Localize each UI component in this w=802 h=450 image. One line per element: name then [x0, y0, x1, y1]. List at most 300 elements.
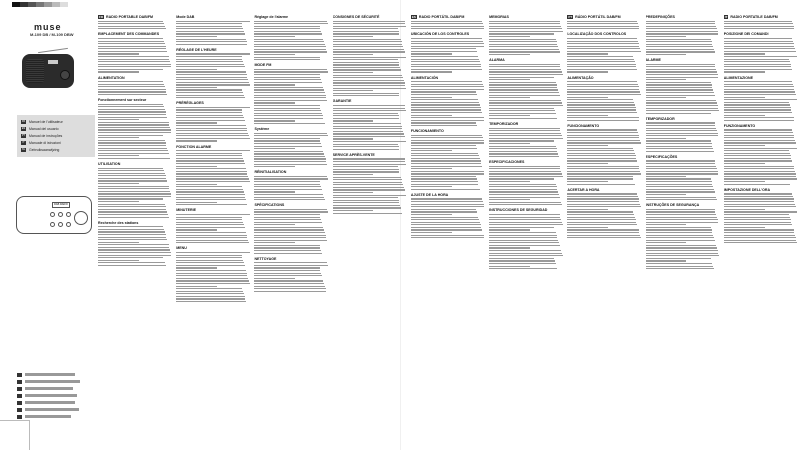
text-line	[724, 173, 796, 174]
text-line	[176, 270, 246, 271]
text-line	[176, 240, 248, 241]
text-line	[411, 173, 484, 174]
text-line	[411, 97, 452, 98]
text-line	[333, 197, 398, 198]
text-column	[333, 12, 407, 437]
text-line	[411, 184, 479, 185]
text-line	[489, 130, 560, 131]
text-line	[646, 113, 711, 114]
text-line	[98, 127, 170, 128]
section-heading	[254, 63, 328, 67]
text-line	[646, 133, 718, 134]
text-line	[333, 95, 400, 96]
text-line	[98, 257, 163, 258]
text-line	[567, 28, 639, 29]
text-column	[98, 12, 172, 437]
section-heading	[646, 203, 720, 207]
text-line	[489, 199, 530, 200]
section-heading-text: UTILISATION	[98, 162, 121, 167]
text-line	[333, 138, 374, 139]
text-line	[254, 209, 327, 210]
text-line	[333, 110, 406, 111]
text-line	[254, 77, 320, 78]
text-line	[489, 84, 557, 85]
text-line	[254, 262, 327, 263]
text-line	[176, 173, 247, 174]
text-line	[724, 86, 794, 87]
section-heading	[176, 101, 250, 105]
text-line	[567, 148, 633, 149]
text-line	[176, 84, 249, 85]
section-heading-text: ALIMENTATION	[98, 75, 125, 80]
text-line	[411, 142, 484, 143]
text-line	[724, 229, 794, 230]
text-line	[724, 142, 796, 143]
text-line	[411, 43, 484, 44]
text-line	[254, 23, 327, 24]
text-line	[489, 235, 557, 236]
text-line	[333, 202, 400, 203]
text-line	[98, 89, 166, 90]
text-line	[98, 206, 166, 207]
text-line	[176, 191, 244, 192]
text-line	[333, 149, 400, 150]
section-heading-text: NETTOYAGE	[254, 256, 277, 261]
section-heading	[98, 162, 172, 166]
text-line	[724, 97, 765, 98]
text-line	[489, 222, 562, 223]
text-line	[489, 82, 556, 83]
text-line	[646, 171, 718, 172]
text-line	[411, 189, 480, 190]
text-line	[176, 288, 242, 289]
section-heading-text: MEMORIAS	[489, 15, 509, 19]
text-line	[489, 113, 556, 114]
text-line	[176, 28, 243, 29]
text-line	[333, 200, 399, 201]
text-line	[98, 183, 139, 184]
text-line	[254, 36, 295, 37]
text-line	[567, 158, 636, 159]
text-line	[176, 278, 248, 279]
language-item: NL Gebruiksaanwijzing	[21, 147, 60, 152]
section-heading	[724, 124, 798, 128]
section-heading-text: MODE FM	[254, 63, 272, 68]
text-line	[646, 71, 717, 72]
text-line	[98, 153, 169, 154]
text-line	[411, 227, 482, 228]
text-line	[254, 95, 325, 96]
text-line	[254, 158, 325, 159]
text-line	[176, 79, 248, 80]
text-line	[333, 23, 406, 24]
text-line	[724, 196, 793, 197]
text-line	[98, 117, 167, 118]
text-line	[98, 28, 166, 29]
section-heading-text: AJUSTE DE LA HORA	[410, 192, 449, 197]
text-line	[333, 39, 401, 40]
text-line	[98, 175, 166, 176]
text-line	[333, 158, 405, 159]
section-heading-text: RÁDIO PORTÁTIL DAB/FM	[575, 15, 621, 19]
text-line	[176, 189, 243, 190]
text-line	[724, 84, 793, 85]
text-line	[724, 198, 794, 199]
section-heading-text: GARANTIE	[332, 99, 352, 104]
text-line	[646, 181, 712, 182]
text-line	[176, 87, 217, 88]
text-line	[333, 36, 374, 37]
text-line	[646, 135, 719, 136]
text-line	[98, 48, 166, 49]
text-line	[489, 74, 562, 75]
text-line	[176, 242, 249, 243]
text-line	[724, 48, 795, 49]
text-line	[254, 166, 295, 167]
text-line	[176, 53, 249, 54]
text-line	[98, 86, 165, 87]
text-line	[254, 110, 321, 111]
text-line	[254, 227, 323, 228]
text-line	[333, 62, 399, 63]
text-line	[98, 109, 165, 110]
text-line	[176, 92, 243, 93]
text-line	[724, 115, 765, 116]
section-heading	[333, 15, 407, 19]
section-heading-text: Fonctionnement sur secteur	[98, 98, 147, 103]
text-line	[176, 176, 248, 177]
text-line	[254, 59, 320, 60]
text-line	[489, 133, 561, 134]
section-heading	[411, 76, 485, 80]
section-heading-text: ESPECIFICAÇÕES	[645, 154, 678, 159]
text-line	[411, 166, 482, 167]
text-line	[724, 176, 797, 177]
text-line	[333, 59, 398, 60]
text-line	[567, 173, 640, 174]
section-heading	[98, 76, 172, 80]
text-line	[411, 91, 476, 92]
text-line	[333, 174, 374, 175]
text-line	[724, 64, 791, 65]
text-line	[646, 194, 687, 195]
text-line	[176, 163, 244, 164]
text-line	[724, 206, 796, 207]
text-line	[411, 135, 482, 136]
text-line	[333, 54, 374, 55]
text-line	[411, 217, 479, 218]
text-line	[646, 95, 715, 96]
text-line	[98, 61, 170, 62]
text-line	[333, 28, 398, 29]
text-line	[176, 44, 247, 45]
text-line	[646, 263, 713, 264]
text-line	[411, 26, 484, 27]
text-line	[646, 41, 712, 42]
text-line	[567, 178, 633, 179]
text-line	[489, 87, 557, 88]
section-heading	[724, 15, 798, 19]
text-line	[567, 224, 637, 225]
text-line	[176, 107, 249, 108]
section-heading	[98, 32, 172, 36]
section-heading-text: SERVICE APRÈS-VENTE	[332, 152, 375, 157]
text-line	[646, 268, 714, 269]
text-line	[254, 49, 326, 50]
text-line	[567, 21, 637, 22]
text-line	[411, 198, 482, 199]
text-line	[254, 242, 295, 243]
text-line	[98, 111, 166, 112]
text-line	[176, 61, 243, 62]
text-line	[567, 176, 632, 177]
text-line	[724, 81, 792, 82]
text-column	[567, 12, 641, 437]
text-line	[489, 173, 562, 174]
language-flag: ES	[411, 15, 416, 19]
text-line	[176, 128, 247, 129]
text-line	[254, 161, 326, 162]
text-line	[254, 97, 326, 98]
text-line	[254, 21, 327, 22]
text-line	[567, 102, 634, 103]
section-heading-text: TEMPORIZADOR	[489, 122, 519, 127]
text-line	[411, 229, 482, 230]
text-line	[724, 21, 792, 22]
text-line	[176, 204, 247, 205]
text-line	[724, 41, 793, 42]
text-line	[411, 109, 482, 110]
text-line	[176, 133, 248, 134]
text-line	[567, 56, 633, 57]
text-line	[724, 222, 792, 223]
text-line	[567, 109, 636, 110]
section-heading	[333, 153, 407, 157]
text-line	[489, 204, 562, 205]
text-line	[646, 229, 712, 230]
text-line	[567, 163, 608, 164]
text-line	[411, 69, 482, 70]
text-line	[254, 118, 323, 119]
text-line	[724, 166, 794, 167]
text-line	[646, 191, 715, 192]
text-line	[254, 245, 319, 246]
section-heading-text: EMPLACEMENT DES COMMANDES	[98, 32, 160, 37]
text-line	[724, 160, 792, 161]
text-line	[333, 207, 401, 208]
text-line	[646, 224, 687, 225]
text-line	[724, 227, 765, 228]
text-line	[176, 275, 247, 276]
text-line	[176, 117, 244, 118]
section-heading	[567, 76, 641, 80]
text-line	[646, 77, 719, 78]
section-heading	[411, 129, 485, 133]
text-line	[254, 100, 327, 101]
text-line	[333, 126, 402, 127]
text-line	[646, 197, 717, 198]
section-heading	[489, 15, 563, 19]
text-line	[724, 135, 794, 136]
text-line	[98, 142, 166, 143]
text-line	[646, 168, 717, 169]
text-line	[254, 79, 321, 80]
text-line	[724, 69, 792, 70]
section-heading	[646, 15, 720, 19]
section-heading-text: CONSIGNES DE SÉCURITÉ	[332, 15, 380, 19]
text-line	[333, 85, 406, 86]
text-line	[646, 97, 687, 98]
text-line	[333, 80, 404, 81]
text-line	[98, 252, 171, 253]
text-line	[176, 255, 241, 256]
text-line	[98, 234, 166, 235]
text-line	[646, 54, 687, 55]
text-line	[254, 41, 324, 42]
text-line	[567, 43, 638, 44]
text-line	[489, 135, 562, 136]
text-line	[567, 160, 637, 161]
text-line	[724, 235, 795, 236]
text-line	[567, 91, 640, 92]
text-line	[567, 135, 638, 136]
text-line	[724, 66, 792, 67]
text-line	[98, 145, 166, 146]
section-heading	[489, 160, 563, 164]
text-line	[98, 150, 168, 151]
text-line	[724, 102, 789, 103]
text-line	[176, 301, 246, 302]
text-line	[489, 64, 560, 65]
text-line	[724, 193, 792, 194]
language-flag: IT	[724, 15, 728, 19]
text-line	[176, 293, 244, 294]
text-line	[98, 262, 165, 263]
text-line	[646, 250, 718, 251]
text-line	[567, 41, 638, 42]
text-line	[567, 66, 636, 67]
text-line	[724, 112, 792, 113]
text-line	[489, 156, 559, 157]
text-line	[411, 224, 481, 225]
text-line	[567, 132, 638, 133]
language-item: IT Manuale di istruzioni	[22, 140, 61, 145]
text-line	[724, 171, 795, 172]
language-item: PT Manual de instruções	[21, 133, 63, 138]
text-line	[254, 113, 322, 114]
text-line	[411, 140, 484, 141]
text-line	[254, 71, 327, 72]
text-line	[333, 205, 401, 206]
text-line	[411, 89, 484, 90]
text-line	[98, 229, 164, 230]
text-line	[98, 119, 139, 120]
text-line	[176, 214, 249, 215]
text-line	[411, 120, 484, 121]
text-line	[98, 94, 167, 95]
text-line	[724, 56, 797, 57]
text-line	[489, 100, 561, 101]
section-heading-text: FUNCIONAMIENTO	[410, 129, 444, 134]
text-line	[333, 67, 401, 68]
text-line	[646, 49, 714, 50]
text-line	[567, 198, 638, 199]
text-line	[411, 204, 484, 205]
text-line	[567, 153, 635, 154]
text-line	[489, 217, 560, 218]
text-line	[489, 31, 562, 32]
text-line	[567, 196, 638, 197]
text-line	[254, 194, 323, 195]
section-heading-text: ALIMENTAZIONE	[723, 75, 754, 80]
text-line	[98, 231, 165, 232]
text-line	[176, 273, 247, 274]
text-line	[489, 89, 558, 90]
text-line	[646, 100, 717, 101]
section-heading	[489, 122, 563, 126]
text-line	[567, 23, 638, 24]
text-line	[411, 94, 477, 95]
text-line	[254, 280, 323, 281]
text-line	[333, 210, 374, 211]
section-heading	[489, 58, 563, 62]
text-line	[489, 21, 560, 22]
section-heading-text: Recherche des stations	[98, 220, 139, 225]
section-heading-text: RADIO PORTATILE DAB/FM	[730, 15, 778, 19]
text-line	[646, 130, 717, 131]
text-line	[254, 89, 324, 90]
antenna	[38, 48, 68, 53]
text-line	[489, 97, 530, 98]
text-line	[646, 64, 715, 65]
text-line	[646, 148, 714, 149]
text-line	[176, 194, 244, 195]
text-line	[176, 21, 249, 22]
text-line	[333, 187, 404, 188]
text-line	[646, 69, 717, 70]
text-line	[98, 129, 171, 130]
text-line	[489, 260, 555, 261]
section-heading	[567, 124, 641, 128]
text-line	[98, 64, 171, 65]
text-line	[724, 240, 797, 241]
text-line	[176, 237, 247, 238]
text-line	[411, 155, 479, 156]
text-line	[176, 158, 243, 159]
text-line	[333, 192, 374, 193]
text-line	[411, 81, 482, 82]
text-line	[724, 155, 791, 156]
text-line	[98, 91, 166, 92]
text-line	[646, 110, 719, 111]
text-line	[489, 178, 554, 179]
section-heading-text: PREDEFINIÇÕES	[645, 15, 675, 19]
text-line	[98, 168, 163, 169]
text-line	[646, 146, 713, 147]
text-line	[333, 49, 404, 50]
section-heading-text: RADIO PORTÁTIL DAB/FM	[418, 15, 465, 19]
text-line	[254, 222, 322, 223]
text-line	[411, 163, 482, 164]
model-number: M-109 DB / M-109 DBW	[30, 32, 74, 37]
text-line	[724, 71, 765, 72]
text-line	[254, 178, 327, 179]
text-line	[333, 33, 400, 34]
section-heading	[411, 193, 485, 197]
text-line	[567, 104, 635, 105]
text-line	[724, 148, 797, 149]
section-heading	[176, 145, 250, 149]
